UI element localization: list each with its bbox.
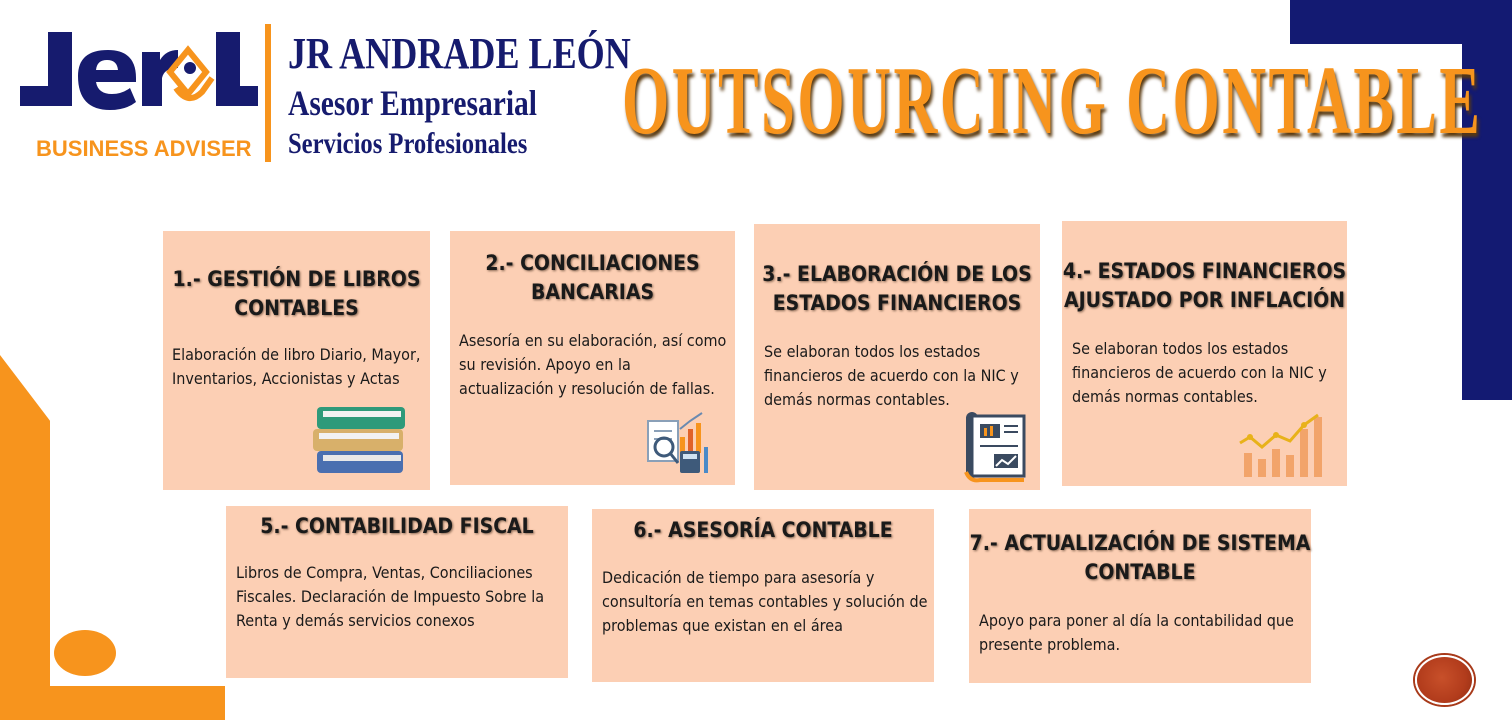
page-title: OUTSOURCING CONTABLE bbox=[622, 47, 1483, 155]
card-title: 6.- ASESORÍA CONTABLE bbox=[633, 518, 893, 542]
audit-calculator-icon bbox=[646, 407, 712, 475]
service-card-sistema bbox=[969, 509, 1311, 683]
logo-tagline: BUSINESS ADVISER bbox=[36, 136, 252, 161]
service-card-fiscal bbox=[226, 506, 568, 678]
service-card-conciliaciones bbox=[450, 231, 735, 485]
card-title: 1.- GESTIÓN DE LIBROS CONTABLES bbox=[172, 267, 421, 320]
logo-divider bbox=[265, 24, 271, 162]
service-card-estados-financieros bbox=[754, 224, 1040, 490]
orange-bar-decoration bbox=[0, 355, 50, 720]
card-title: 4.- ESTADOS FINANCIEROS AJUSTADO POR INFLACIÓN bbox=[1062, 259, 1347, 312]
company-subtitle: Asesor Empresarial bbox=[288, 83, 537, 123]
company-services: Servicios Profesionales bbox=[288, 127, 528, 160]
card-description: Se elaboran todos los estados financieros de acuerdo con la NIC y demás normas contables. bbox=[1072, 339, 1327, 406]
card-description: Elaboración de libro Diario, Mayor, Inventarios, Accionistas y Actas bbox=[172, 345, 421, 388]
jerl-logo bbox=[18, 28, 258, 128]
card-description: Libros de Compra, Ventas, Conciliaciones Fiscales. Declaración de Impuesto Sobre la Renta y demás servicios conexos bbox=[236, 563, 545, 630]
orange-circle-decoration bbox=[54, 630, 116, 676]
card-title: 2.- CONCILIACIONES BANCARIAS bbox=[485, 251, 700, 304]
financial-report-icon bbox=[964, 410, 1028, 484]
service-card-inflacion bbox=[1062, 221, 1347, 486]
company-name: JR ANDRADE LEÓN bbox=[288, 29, 631, 78]
service-card-libros bbox=[163, 231, 430, 490]
next-slide-button[interactable] bbox=[1415, 655, 1474, 705]
card-description: Se elaboran todos los estados financieros de acuerdo con la NIC y demás normas contables. bbox=[764, 342, 1019, 409]
card-description: Asesoría en su elaboración, así como su revisión. Apoyo en la actualización y resolución de fallas. bbox=[459, 331, 727, 398]
card-description: Dedicación de tiempo para asesoría y consultoría en temas contables y solución de problemas que existan en el área bbox=[602, 568, 928, 635]
orange-base-decoration bbox=[0, 686, 225, 720]
card-title: 7.- ACTUALIZACIÓN DE SISTEMA CONTABLE bbox=[969, 531, 1311, 584]
growth-chart-icon bbox=[1238, 409, 1326, 479]
card-title: 5.- CONTABILIDAD FISCAL bbox=[260, 514, 534, 538]
service-card-asesoria bbox=[592, 509, 934, 682]
books-icon bbox=[309, 401, 409, 481]
card-description: Apoyo para poner al día la contabilidad que presente problema. bbox=[979, 611, 1294, 654]
card-title: 3.- ELABORACIÓN DE LOS ESTADOS FINANCIEROS bbox=[762, 262, 1032, 315]
